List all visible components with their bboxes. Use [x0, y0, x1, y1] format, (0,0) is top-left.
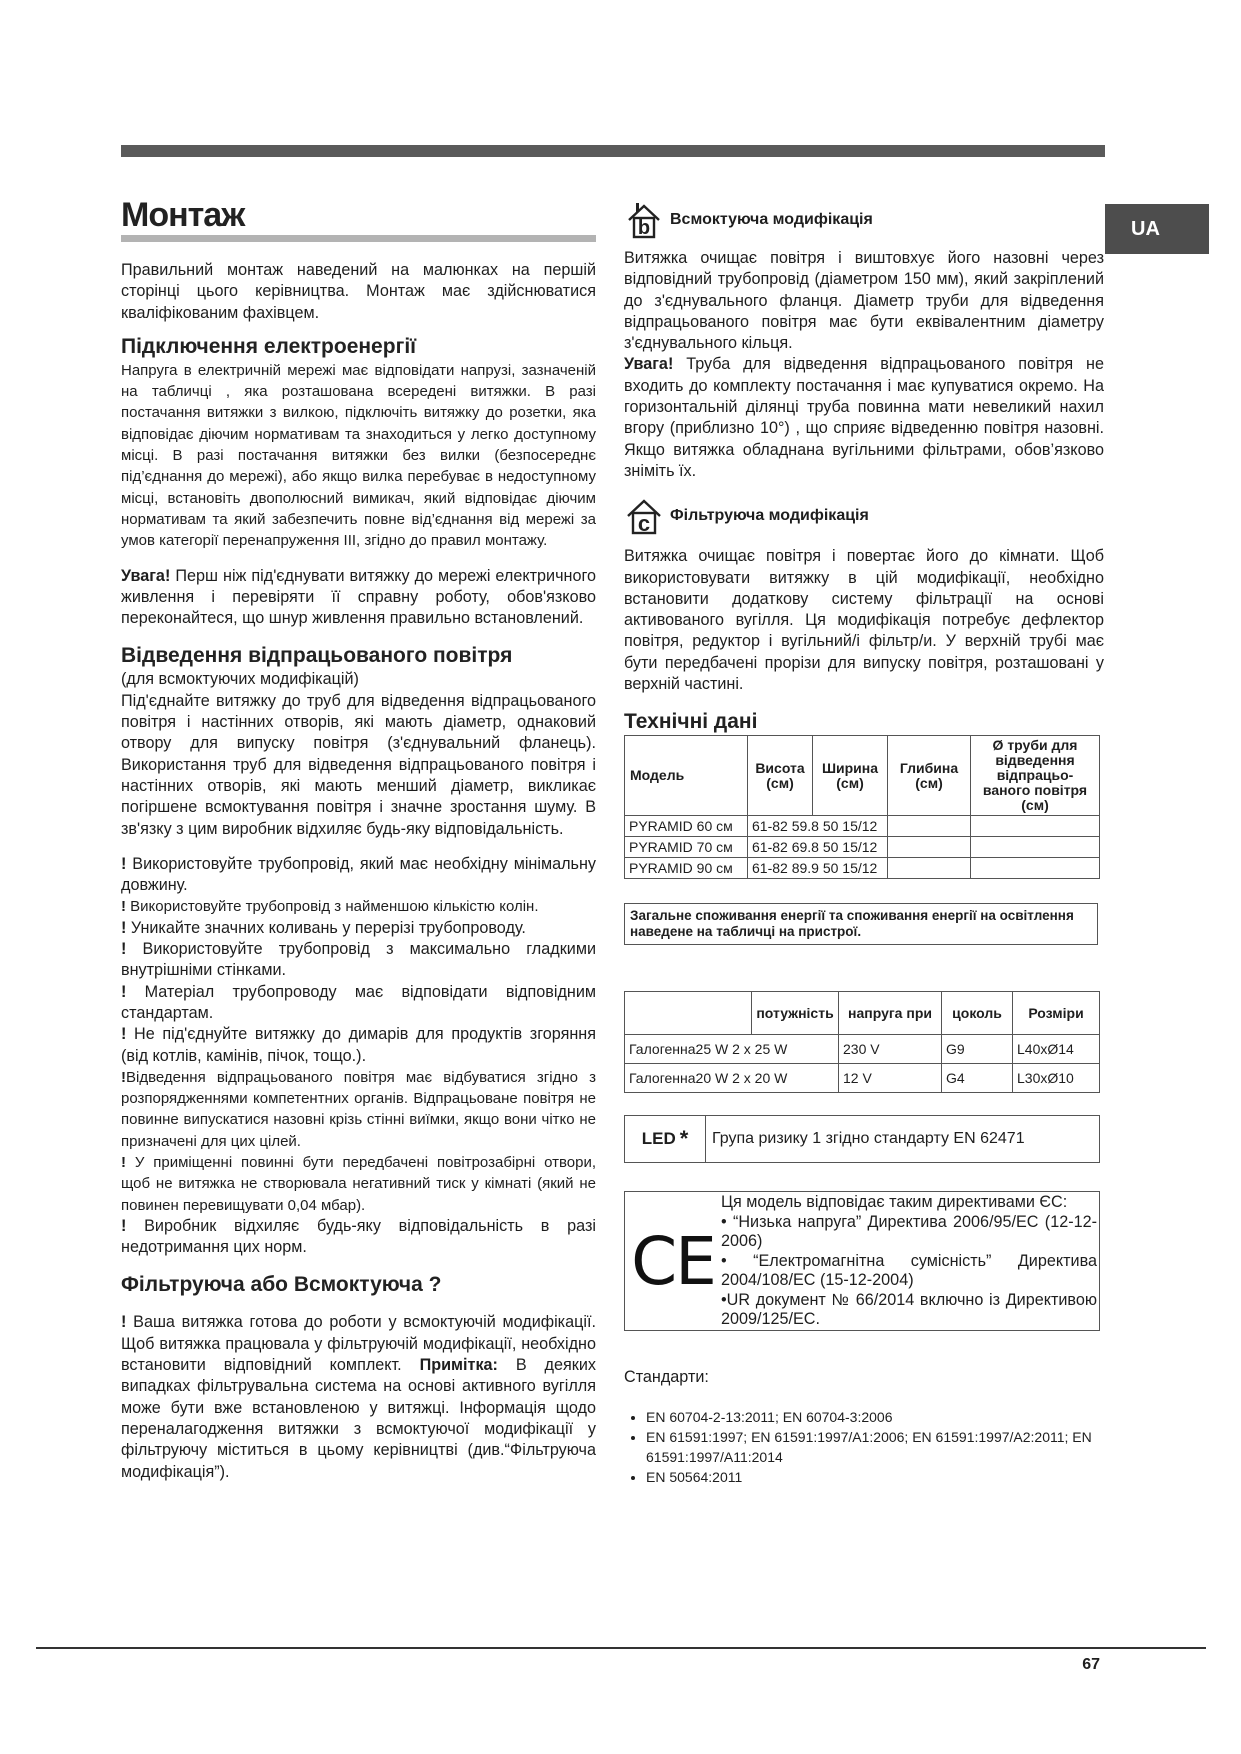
footer-rule [36, 1647, 1206, 1649]
column-header [625, 992, 752, 1035]
filter-mode-header [624, 496, 1104, 536]
warning-label: Увага! [121, 566, 171, 585]
tech-data-table [624, 735, 1100, 879]
ce-mark-logo: CE [631, 1222, 715, 1300]
led-risk-box [624, 1115, 1100, 1163]
intro-text: Правильний монтаж наведений на малюнках на першій сторінці цього керівництва. Монтаж має здійснюватися кваліфікованим фахівцем. [121, 261, 596, 322]
ce-conformity-text: Ця модель відповідає таким директивами ЄС: • “Низька напруга” Директива 2006/95/EC (12-12-2006) • “Електромагнітна сумісність” Директива 2004/108/EC (15-12-2004) •UR документ № 66/2014 включно із Директивою 2009/125/ЕС. [721, 1193, 1097, 1329]
duct-rule: ! Використовуйте трубопровід з максимально гладкими внутрішніми стінками. [121, 940, 596, 980]
column-header: Ø труби для відведення відпрацьо-ваного повітря (см) [971, 736, 1100, 816]
power-text: Напруга в електричній мережі має відповідати напрузі, зазначеній на табличці , яка розташована всередені витяжки. В разі постачання витяжки з вилкою, підключіть витяжку до розетки, яка відповідає діючим нормативам та знаходиться у легко доступному місці. В разі постачання витяжки без вилки (безпосереднє під’єднання до мережі), або якщо вилка перебуває в недоступному місці, встановіть двополюсний вимикач, який відповідає діючим нормативам та який забезпечить повне від’єднання від мережі за умов категорії перенапруження III, згідно до правил монтажу. [121, 361, 596, 550]
note-label: Примітка: [419, 1356, 498, 1375]
standards-heading: Стандарти: [624, 1368, 709, 1387]
filter-mode-heading: Фільтруюча модифікація [670, 507, 869, 525]
house-c-icon [624, 496, 664, 536]
note-text: В деяких випадках фільтрувальна система на основі активного вугілля може бути вже встановленою у витяжці. Інформація щодо переналагодження витяжки з всмоктуючої модифікації у фільтруючу міститься в цьому керівництві (див.“Фільтруюча модифікація”). [121, 1356, 596, 1481]
exhaust-subheading: (для всмоктуючих модифікацій) [121, 670, 359, 689]
filter-or-suction-text: ! Ваша витяжка готова до роботи у всмоктуючій модифікації. Щоб витяжка працювала у фільтруючій модифікації, необхідно встановити відповідний комплект. Примітка: В деяких випадках фільтрувальна система на основі активного вугілля може бути вже встановленою у витяжці. Інформація щодо переналагодження витяжки з всмоктуючої модифікації у фільтруючу міститься в цьому керівництві (див.“Фільтруюча модифікація”). [121, 1313, 596, 1481]
page-title: Монтаж [121, 196, 245, 234]
exhaust-heading: Відведення відпрацьованого повітря [121, 644, 513, 668]
svg-text:c: c [637, 511, 651, 537]
column-header: Глибина (см) [888, 736, 971, 816]
power-warning [121, 566, 596, 630]
tech-data-heading: Технічні дані [624, 710, 758, 734]
page-number: 67 [1082, 1656, 1100, 1673]
table-header-row [625, 992, 1100, 1035]
suction-mode-text: Витяжка очищає повітря і виштовхує його назовні через відповідний трубопровід (діаметром 150 мм), який закріплений до з'єднувального фланця. Діаметр труби для відведення відпрацьованого повітря має бути еквівалентним діаметру з'єднувального кільця. [624, 249, 1104, 353]
duct-rules-list [121, 854, 596, 1259]
led-label-cell: LED * [625, 1116, 706, 1162]
duct-rule: !Відведення відпрацьованого повітря має відбуватися згідно з розпорядженнями компетентних органів. Відпрацьоване повітря не повинне випускатися назовні крізь стінні виїмки, якщо вони чітко не призначені для цих цілей. [121, 1068, 596, 1150]
column-header: напруга при [839, 992, 942, 1035]
table-row: Галогенна20 W 2 x 20 W 12 V G4 L30xØ10 [625, 1064, 1100, 1093]
filter-mode-text: Витяжка очищає повітря і повертає його до кімнати. Щоб використовувати витяжку в цій модифікації, необхідно встановити додаткову систему фільтрації на основі активованого вугілля. Ця модифікація потребує дефлектор повітря, редуктор і вугільний/і фільтр/и. У верхній трубі має бути передбачені прорізи для випуску повітря, розташовані у верхній частині. [624, 547, 1104, 694]
suction-warning: Увага! Труба для відведення відпрацьованого повітря не входить до комплекту постачання і має купуватися окремо. На горизонтальній ділянці труба повинна мати невеликий нахил вгору (приблизно 10°) , що сприяє відведенню повітря назовні. Якщо витяжка обладнана вугільними фільтрами, обов’язково зніміть їх. [624, 355, 1104, 480]
power-heading: Підключення електроенергії [121, 334, 417, 358]
column-header: потужність [752, 992, 839, 1035]
table-header-row [625, 736, 1100, 816]
house-b-icon [624, 200, 664, 240]
column-header: Модель [625, 736, 748, 816]
language-tab: UA [1105, 204, 1209, 254]
right-column [624, 200, 1104, 1487]
suction-mode-header [624, 200, 1104, 240]
table-row: PYRAMID 70 см 61-82 69.8 50 15/12 [625, 837, 1100, 858]
duct-rule: ! Матеріал трубопроводу має відповідати відповідним стандартам. [121, 982, 596, 1022]
duct-rule: ! Використовуйте трубопровід з найменшою кількістю колін. [121, 898, 539, 916]
left-column [121, 195, 596, 1483]
exhaust-text: Під'єднайте витяжку до труб для відведення відпрацьованого повітря і настінних отворів, які мають діаметр, однаковий отвору для випуску повітря (з'єднувальний фланець). Використання труб для відведення відпрацьованого повітря і настінних отворів, які мають менший діаметр, викликає погіршене всмоктування повітря і значне зростання шуму. В зв'язку з цим виробник відхиляє будь-яку відповідальність. [121, 691, 596, 838]
column-header: Ширина (см) [813, 736, 888, 816]
duct-rule: ! Виробник відхиляє будь-яку відповідальність в разі недотримання цих норм. [121, 1216, 596, 1257]
duct-rule: ! Використовуйте трубопровід, який має необхідну мінімальну довжину. [121, 854, 596, 895]
list-item: • EN 60704-2-13:2011; EN 60704-3:2006 [646, 1407, 1104, 1427]
energy-note: Загальне споживання енергії та споживання енергії на освітлення наведене на табличці на пристрої. [624, 903, 1098, 945]
column-header: цоколь [942, 992, 1013, 1035]
suction-mode-heading: Всмоктуюча модифікація [670, 211, 873, 228]
table-row: PYRAMID 60 см 61-82 59.8 50 15/12 [625, 816, 1100, 837]
svg-text:b: b [637, 217, 651, 239]
table-row: PYRAMID 90 см 61-82 89.9 50 15/12 [625, 858, 1100, 879]
title-underline [121, 235, 596, 242]
column-header: Розміри [1013, 992, 1100, 1035]
list-item: • EN 61591:1997; EN 61591:1997/A1:2006; EN 61591:1997/A2:2011; EN 61591:1997/A11:2014 [646, 1427, 1104, 1467]
standards-list [624, 1407, 1104, 1487]
header-bar [121, 145, 1105, 157]
duct-rule: ! Уникайте значних коливань у перерізі трубопроводу. [121, 918, 526, 937]
ce-conformity-box [624, 1191, 1100, 1331]
warning-text: Перш ніж під'єднувати витяжку до мережі електричного живлення і перевіряти її справну роботу, обов'язково переконайтеся, що шнур живлення правильно встановлений. [121, 566, 596, 628]
lamp-table [624, 991, 1100, 1093]
table-row: Галогенна25 W 2 x 25 W 230 V G9 L40xØ14 [625, 1035, 1100, 1064]
duct-rule: ! Не під'єднуйте витяжку до димарів для продуктів згоряння (від котлів, камінів, пічок, тощо.). [121, 1025, 596, 1065]
led-risk-text: Група ризику 1 згідно стандарту EN 62471 [712, 1130, 1025, 1148]
duct-rule: ! У приміщенні повинні бути передбачені повітрозабірні отвори, щоб не витяжка не створювала негативний тиск у кімнаті (який не повинен перевищувати 0,04 мбар). [121, 1153, 596, 1214]
filter-or-suction-heading: Фільтруюча або Всмоктуюча ? [121, 1273, 442, 1297]
list-item: • EN 50564:2011 [646, 1467, 1104, 1487]
column-header: Висота (см) [748, 736, 813, 816]
